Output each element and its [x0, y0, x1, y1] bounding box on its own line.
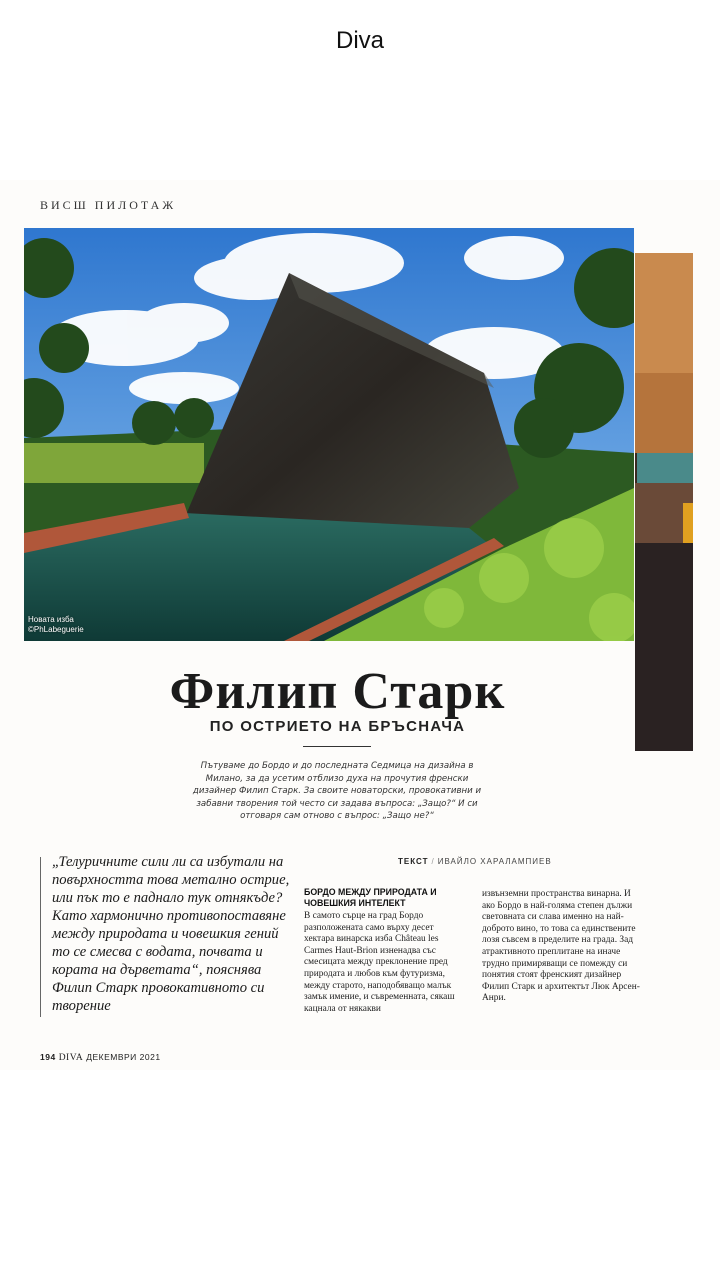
winery-photo-illustration [24, 228, 634, 641]
caption-line: Новата изба [28, 615, 74, 624]
next-page-preview[interactable] [635, 253, 693, 751]
next-page-photo [635, 253, 693, 751]
byline-author: ИВАЙЛО ХАРАЛАМПИЕВ [437, 857, 552, 866]
app-header [0, 0, 720, 84]
page-footer [40, 1052, 161, 1063]
article-subtitle: ПО ОСТРИЕТО НА БРЪСНАЧА [209, 718, 466, 735]
article-title: Филип Старк [169, 663, 506, 720]
section-tag: ВИСШ ПИЛОТАЖ [40, 198, 177, 212]
photo-caption [28, 615, 84, 635]
byline-label: ТЕКСТ [398, 857, 429, 866]
app-title: Diva [335, 27, 384, 54]
article-column-1: В самото сърце на град Бордо разположената само върху десет хектара винарска изба Château les Carmes Haut-Brion изненадва със смесицата между преклонение пред природата и любов към футуризма, между старото, наподобяващо малък замък имение, и съвременната, сякаш кацнала от някакви [304, 911, 455, 1014]
quote-divider [40, 857, 41, 1017]
title-divider [303, 746, 371, 747]
footer-brand: DIVA [58, 1053, 84, 1063]
byline-separator: / [431, 857, 435, 866]
column-heading: БОРДО МЕЖДУ ПРИРОДАТА И ЧОВЕШКИЯ ИНТЕЛЕКТ [304, 887, 437, 908]
hero-photo [24, 228, 634, 641]
footer-issue: ДЕКЕМВРИ 2021 [86, 1052, 161, 1062]
caption-credit: ©PhLabeguerie [28, 625, 84, 634]
byline [398, 857, 552, 866]
pull-quote: „Телуричните сили ли са избутали на повърхността това метално острие, или пък то е паднало тук отнякъде? Като хармонично противопоставяне между природата и човешкия гений то се смесва с водата, почвата и кората на дърветата“, пояснява Филип Старк провокативното си творение [52, 854, 290, 1014]
page-number: 194 [40, 1052, 56, 1062]
magazine-page[interactable] [0, 180, 720, 1070]
article-column-2: извънземни пространства винарна. И ако Бордо в най-голяма степен дължи световната си слава именно на най-доброто вино, то това са единствените лозя съвсем в пределите на града. Зад атрактивното преплитане на иначе трудно примиряващи се помежду си понятия стоят френският дизайнер Филип Старк и архитектът Люк Арсен-Анри. [482, 889, 640, 1004]
article-lead: Пътуваме до Бордо и до последната Седмица на дизайна в Милано, за да усетим отблизо духа на прочутия френски дизайнер Филип Старк. За своите новаторски, провокативни и забавни творения той често си задава въпроса: „Защо?“ И си отговаря сам отново с въпрос: „Защо не?“ [192, 761, 482, 821]
